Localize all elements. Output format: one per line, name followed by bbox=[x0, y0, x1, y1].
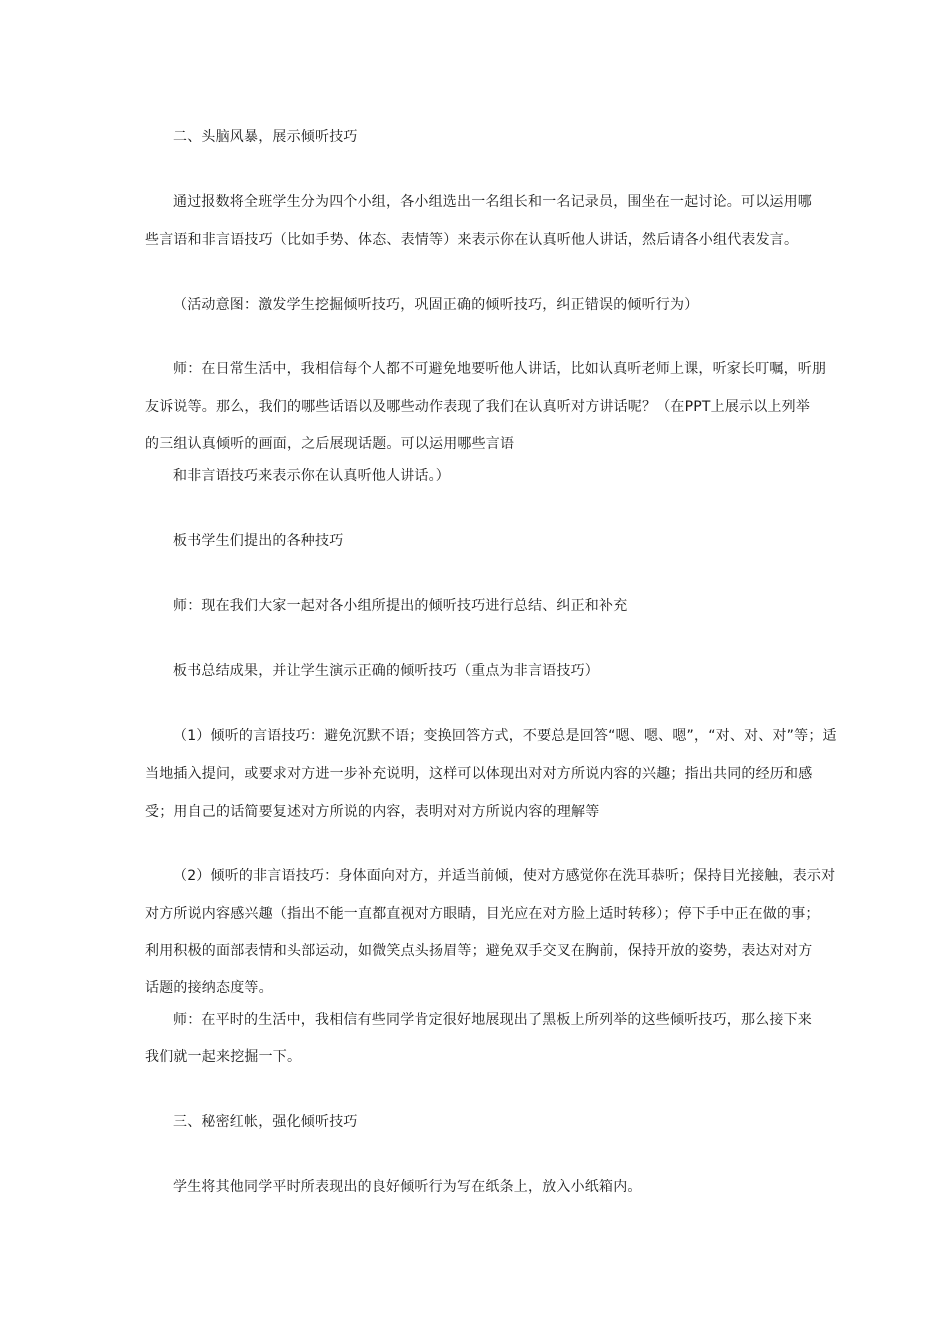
paragraph-line: 当地插入提问，或要求对方进一步补充说明，这样可以体现出对对方所说内容的兴趣；指出共同的经历和感 bbox=[145, 766, 813, 782]
paragraph-line: 的三组认真倾听的画面，之后展现话题。可以运用哪些言语 bbox=[145, 436, 515, 452]
paragraph-line: 话题的接纳态度等。 bbox=[145, 980, 273, 996]
paragraph-line: 师：在日常生活中，我相信每个人都不可避免地要听他人讲话，比如认真听老师上课，听家长叮嘱，听朋 bbox=[173, 361, 827, 377]
paragraph-line: 师：现在我们大家一起对各小组所提出的倾听技巧进行总结、纠正和补充 bbox=[173, 598, 628, 614]
paragraph-line: 师：在平时的生活中，我相信有些同学肯定很好地展现出了黑板上所列举的这些倾听技巧，那么接下来 bbox=[173, 1012, 812, 1028]
paragraph-line: 学生将其他同学平时所表现出的良好倾听行为写在纸条上，放入小纸箱内。 bbox=[173, 1179, 642, 1195]
paragraph-line: 些言语和非言语技巧（比如手势、体态、表情等）来表示你在认真听他人讲话，然后请各小组代表发言。 bbox=[145, 232, 799, 248]
section-heading-brainstorm: 二、头脑风暴，展示倾听技巧 bbox=[173, 129, 358, 145]
nonverbal-skills-item: （2）倾听的非言语技巧：身体面向对方，并适当前倾，使对方感觉你在洗耳恭听；保持目光接触，表示对 bbox=[173, 868, 836, 884]
paragraph-line: 和非言语技巧来表示你在认真听他人讲话。） bbox=[173, 468, 450, 484]
paragraph-line: 受；用自己的话简要复述对方所说的内容，表明对对方所说内容的理解等 bbox=[145, 804, 600, 820]
paragraph-line: 板书总结成果，并让学生演示正确的倾听技巧（重点为非言语技巧） bbox=[173, 663, 599, 679]
paragraph-line: 通过报数将全班学生分为四个小组，各小组选出一名组长和一名记录员，围坐在一起讨论。可以运用哪 bbox=[173, 194, 812, 210]
verbal-skills-item: （1）倾听的言语技巧：避免沉默不语；变换回答方式，不要总是回答“嗯、嗯、嗯”，“对、对、对”等；适 bbox=[173, 728, 837, 744]
paragraph-line: 友诉说等。那么，我们的哪些话语以及哪些动作表现了我们在认真听对方讲话呢？（在PPT上展示以上列举 bbox=[145, 399, 811, 415]
paragraph-line: 对方所说内容感兴趣（指出不能一直都直视对方眼睛，目光应在对方脸上适时转移）；停下手中正在做的事； bbox=[145, 906, 820, 922]
section-heading-secret-red-tent: 三、秘密红帐，强化倾听技巧 bbox=[173, 1114, 358, 1130]
activity-intent-note: （活动意图：激发学生挖掘倾听技巧，巩固正确的倾听技巧，纠正错误的倾听行为） bbox=[173, 297, 699, 313]
paragraph-line: 板书学生们提出的各种技巧 bbox=[173, 533, 344, 549]
paragraph-line: 我们就一起来挖掘一下。 bbox=[145, 1049, 302, 1065]
paragraph-line: 利用积极的面部表情和头部运动，如微笑点头扬眉等；避免双手交叉在胸前，保持开放的姿势，表达对对方 bbox=[145, 943, 813, 959]
